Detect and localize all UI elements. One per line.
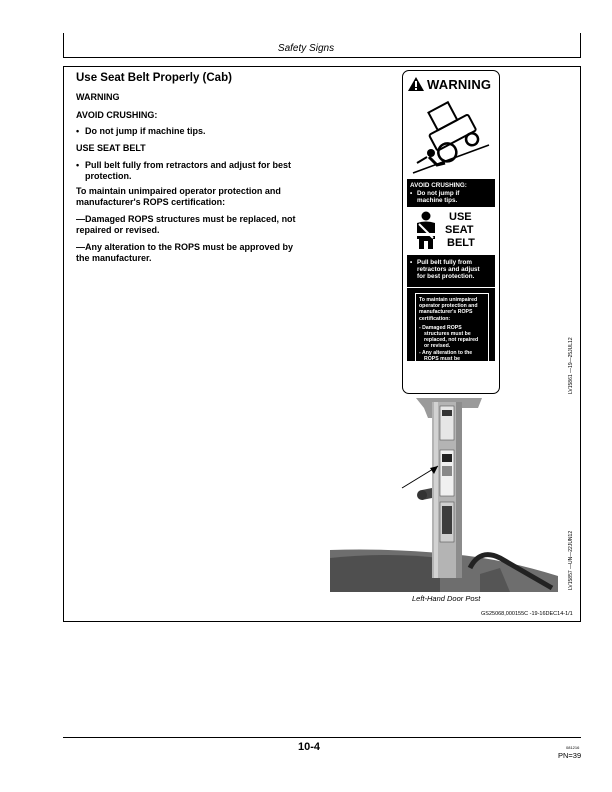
section-right-rule [580, 66, 581, 621]
decal-warning-word: WARNING [427, 76, 492, 92]
section-bottom-rule [63, 621, 581, 622]
decal-use-word: USE [449, 211, 472, 223]
reference-code: GS25068,000155C -19-16DEC14-1/1 [481, 611, 573, 617]
bullet-item [76, 160, 291, 182]
decal-pull-belt-text: • Pull belt fully from retractors and adjust for best protection. [410, 259, 480, 281]
header-bottom-rule [63, 57, 581, 58]
paragraph [76, 214, 296, 236]
section-top-rule [63, 66, 581, 67]
avoid-crushing-label: AVOID CRUSHING: [76, 110, 158, 120]
decal-warning-header [407, 75, 495, 93]
page-header-title: Safety Signs [277, 43, 335, 54]
figure-caption: Left-Hand Door Post [412, 594, 481, 603]
paragraph-line: —Any alteration to the ROPS must be approved by [76, 242, 294, 252]
pn-label: PN=39 [558, 751, 582, 760]
paragraph [76, 186, 281, 208]
decal-seat-belt-panel [407, 207, 495, 255]
section-title: Use Seat Belt Properly (Cab) [76, 72, 232, 84]
decal-rops-text: To maintain unimpaired operator protection and manufacturer's ROPS certification: - Damaged ROPS structures must be replaced, not repaired or revised. - Any alteration to the ROPS must be approved by the manufacturer. [415, 293, 489, 381]
door-post-photo [330, 398, 558, 592]
section-left-rule [63, 66, 64, 621]
paragraph-line: the manufacturer. [76, 253, 152, 263]
warning-triangle-icon [407, 76, 425, 92]
bullet-icon: • [76, 126, 80, 136]
paragraph-line: To maintain unimpaired operator protection and [76, 186, 281, 196]
decal-avoid-crushing: AVOID CRUSHING: [410, 182, 467, 189]
bullet-icon: • [76, 160, 80, 170]
decal-seat-word: SEAT [445, 224, 474, 236]
decal-divider [407, 287, 495, 288]
photo-figure-code: LV15857 —UN—22JUN12 [568, 530, 574, 590]
paragraph-line: manufacturer's ROPS certification: [76, 197, 226, 207]
decal-belt-word: BELT [447, 237, 475, 249]
seat-belt-person-icon [413, 211, 439, 251]
paragraph-line: repaired or revised. [76, 225, 160, 235]
warning-label: WARNING [76, 92, 120, 102]
footer-rule [63, 737, 581, 738]
tractor-rollover-icon [409, 93, 493, 177]
bullet-text-line: protection. [85, 171, 132, 181]
use-seat-belt-label: USE SEAT BELT [76, 143, 146, 153]
decal-jump-text: • Do not jump if machine tips. [410, 190, 460, 205]
paragraph [76, 242, 293, 264]
bullet-item [76, 126, 206, 137]
bullet-text-line: Pull belt fully from retractors and adjust for best [85, 160, 292, 170]
footer-date-code: 081216 [566, 745, 580, 750]
decal-figure-code: LV15861 —19—25JUL12 [568, 337, 574, 394]
page-number: 10-4 [298, 741, 321, 753]
warning-decal [402, 70, 500, 394]
paragraph-line: —Damaged ROPS structures must be replaced, not [76, 214, 296, 224]
bullet-text: Do not jump if machine tips. [85, 126, 206, 136]
